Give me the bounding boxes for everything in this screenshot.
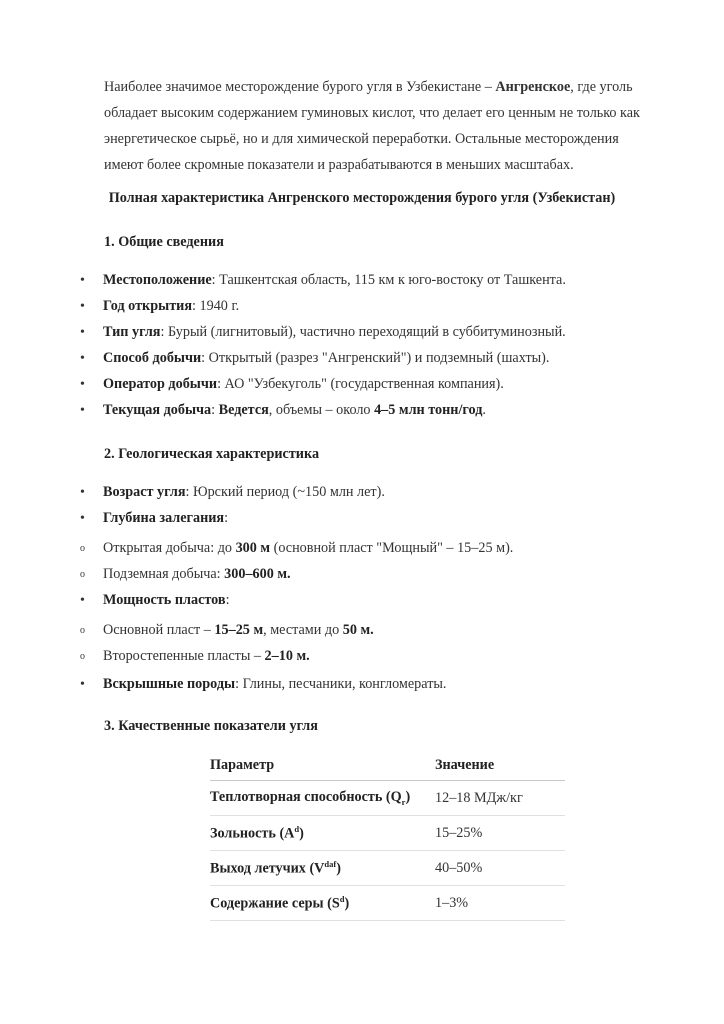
circle-bullet-icon: o (80, 569, 85, 580)
section-heading-general: 1. Общие сведения (104, 234, 224, 250)
table-row (210, 816, 565, 851)
list-item: • Местоположение: Ташкентская область, 115 км к юго-востоку от Ташкента. (80, 272, 566, 288)
value-cell: 40–50% (435, 851, 565, 886)
list-item: • Текущая добыча: Ведется, объемы – около 4–5 млн тонн/год. (80, 402, 486, 418)
section-heading-quality: 3. Качественные показатели угля (104, 718, 318, 734)
table-row (210, 886, 565, 921)
value-cell: 15–25% (435, 816, 565, 851)
list-item: • Мощность пластов: (80, 592, 230, 608)
column-header-parameter: Параметр (210, 750, 435, 781)
bullet-icon: • (80, 351, 85, 366)
bullet-icon: • (80, 403, 85, 418)
sub-list-item: o Открытая добыча: до 300 м (основной пласт "Мощный" – 15–25 м). (80, 540, 514, 556)
quality-table (210, 750, 565, 921)
list-item: • Способ добычи: Открытый (разрез "Ангренский") и подземный (шахты). (80, 350, 550, 366)
list-item: • Глубина залегания: (80, 510, 229, 526)
parameter-cell: Теплотворная способность $(Q_r)$ (210, 781, 435, 816)
sub-list-item: o Основной пласт – 15–25 м, местами до 50 м. (80, 622, 374, 638)
intro-line: обладает высоким содержанием гуминовых кислот, что делает его ценным не только как (104, 105, 640, 121)
intro-paragraph (104, 74, 674, 178)
table-row (210, 851, 565, 886)
list-item: • Возраст угля: Юрский период (~150 млн лет). (80, 484, 385, 500)
document-title: Полная характеристика Ангренского месторождения бурого угля (Узбекистан) (108, 190, 616, 206)
list-item: • Оператор добычи: АО "Узбекуголь" (государственная компания). (80, 376, 504, 392)
parameter-cell: Зольность $(A^d)$ (210, 816, 435, 851)
circle-bullet-icon: o (80, 651, 85, 662)
bullet-icon: • (80, 593, 85, 608)
parameter-cell: Выход летучих $(V^{daf})$ (210, 851, 435, 886)
bullet-icon: • (80, 273, 85, 288)
sub-list-item: o Подземная добыча: 300–600 м. (80, 566, 291, 582)
list-item: • Тип угля: Бурый (лигнитовый), частично переходящий в суббитуминозный. (80, 324, 566, 340)
list-item: • Вскрышные породы: Глины, песчаники, конгломераты. (80, 676, 447, 692)
circle-bullet-icon: o (80, 625, 85, 636)
table-row (210, 781, 565, 816)
bullet-icon: • (80, 511, 85, 526)
value-cell: 12–18 МДж/кг (435, 781, 565, 816)
parameter-cell: Содержание серы $(S^d)$ (210, 886, 435, 921)
value-cell: 1–3% (435, 886, 565, 921)
bullet-icon: • (80, 377, 85, 392)
bullet-icon: • (80, 677, 85, 692)
bullet-icon: • (80, 299, 85, 314)
section-heading-geology: 2. Геологическая характеристика (104, 446, 320, 462)
bullet-icon: • (80, 485, 85, 500)
intro-line: энергетическое сырьё, но и для химической переработки. Остальные месторождения (104, 131, 619, 147)
table-header-row (210, 750, 565, 781)
circle-bullet-icon: o (80, 543, 85, 554)
deposit-name: Ангренское (495, 79, 571, 95)
intro-line: имеют более скромные показатели и разрабатываются в меньших масштабах. (104, 157, 574, 173)
bullet-icon: • (80, 325, 85, 340)
sub-list-item: o Второстепенные пласты – 2–10 м. (80, 648, 310, 664)
list-item: • Год открытия: 1940 г. (80, 298, 240, 314)
intro-line: Наиболее значимое месторождение бурого угля в Узбекистане – Ангренское, где уголь (104, 79, 633, 95)
column-header-value: Значение (435, 750, 565, 781)
